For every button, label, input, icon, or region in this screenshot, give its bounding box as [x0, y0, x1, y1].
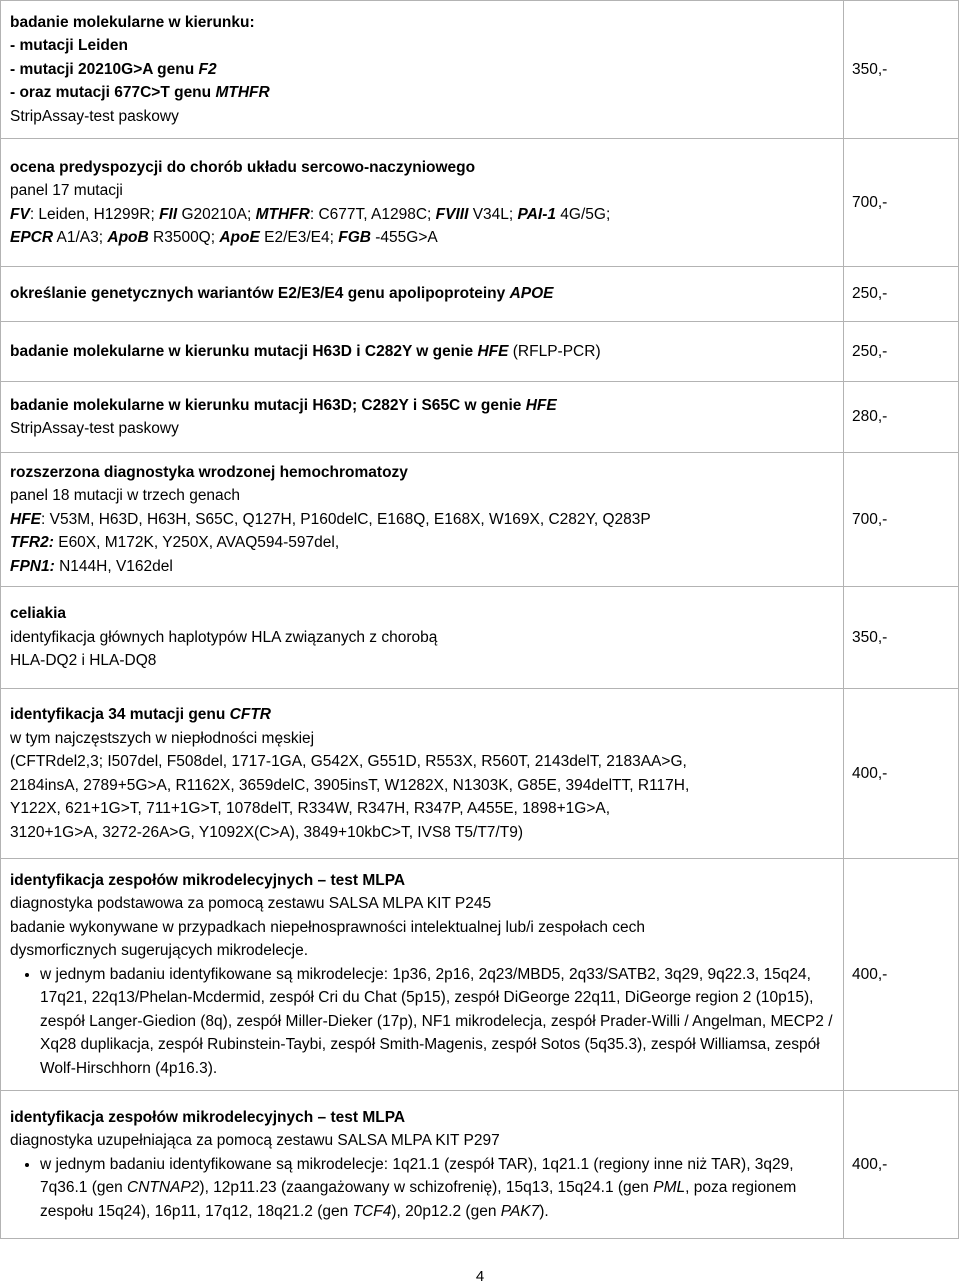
table-row — [1, 859, 959, 1091]
test-description: rozszerzona diagnostyka wrodzonej hemochromatozy panel 18 mutacji w trzech genach HFE: V53M, H63D, H63H, S65C, Q127H, P160delC, E168Q, E168X, W169X, C282Y, Q283P TFR2: E60X, M172K, Y250X, AVAQ594-597del, FPN1: N144H, V162del — [1, 453, 844, 587]
test-price: 350,- — [844, 587, 959, 689]
test-description: badanie molekularne w kierunku: - mutacji Leiden - mutacji 20210G>A genu F2 - oraz mutacji 677C>T genu MTHFR StripAssay-test paskowy — [1, 1, 844, 139]
table-row — [1, 587, 959, 689]
table-row — [1, 322, 959, 382]
bullet-list — [10, 963, 835, 1081]
test-price: 400,- — [844, 1091, 959, 1239]
test-description: identyfikacja 34 mutacji genu CFTR w tym najczęstszych w niepłodności męskiej (CFTRdel2,3; I507del, F508del, 1717-1GA, G542X, G551D, R553X, R560T, 2143delT, 2183AA>G, 2184insA, 2789+5G>A, R1162X, 3659delC, 3905insT, W1282X, N1303K, G85E, 394delTT, R117H, Y122X, 621+1G>T, 711+1G>T, 1078delT, R334W, R347H, R347P, A455E, 1898+1G>A, 3120+1G>A, 3272-26A>G, Y1092X(C>A), 3849+10kbC>T, IVS8 T5/T7/T9) — [1, 689, 844, 859]
test-description: badanie molekularne w kierunku mutacji H63D; C282Y i S65C w genie HFE StripAssay-test paskowy — [1, 382, 844, 453]
table-row — [1, 267, 959, 322]
test-description: celiakia identyfikacja głównych haplotypów HLA związanych z chorobą HLA-DQ2 i HLA-DQ8 — [1, 587, 844, 689]
test-price: 250,- — [844, 322, 959, 382]
test-price: 700,- — [844, 453, 959, 587]
table-row — [1, 453, 959, 587]
test-description: identyfikacja zespołów mikrodelecyjnych – test MLPA diagnostyka uzupełniająca za pomocą zestawu SALSA MLPA KIT P297 • w jednym badaniu identyfikowane są mikrodelecje: 1q21.1 (zespół TAR), 1q21.1 (regiony inne niż TAR), 3q29, 7q36.1 (gen CNTNAP2), 12p11.23 (zaangażowany w schizofrenię), 15q13, 15q24.1 (gen PML, poza regionem zespołu 15q24), 16p11, 17q12, 18q21.2 (gen TCF4), 20p12.2 (gen PAK7). — [1, 1091, 844, 1239]
test-price: 700,- — [844, 139, 959, 267]
test-description: identyfikacja zespołów mikrodelecyjnych – test MLPA diagnostyka podstawowa za pomocą zestawu SALSA MLPA KIT P245 badanie wykonywane w przypadkach niepełnosprawności intelektualnej lub/i zespołach cech dysmorficznych sugerujących mikrodelecje. • w jednym badaniu identyfikowane są mikrodelecje: 1p36, 2p16, 2q23/MBD5, 2q33/SATB2, 3q29, 9q22.3, 15q24, 17q21, 22q13/Phelan-Mcdermid, zespół Cri du Chat (5p15), zespół DiGeorge 22q11, DiGeorge region 2 (10p15), zespół Langer-Giedion (8q), zespół Miller-Dieker (17p), NF1 mikrodelecja, zespół Prader-Willi / Angelman, MECP2 / Xq28 duplikacja, zespół Rubinstein-Taybi, zespół Smith-Magenis, zespół Sotos (5q35.3), zespół Williamsa, zespół Wolf-Hirschhorn (4p16.3). — [1, 859, 844, 1091]
page-number: 4 — [475, 1268, 485, 1285]
test-price: 350,- — [844, 1, 959, 139]
bullet-list — [10, 1153, 835, 1224]
table-row — [1, 382, 959, 453]
test-price: 250,- — [844, 267, 959, 322]
test-description: określanie genetycznych wariantów E2/E3/E4 genu apolipoproteiny APOE — [1, 267, 844, 322]
test-price: 400,- — [844, 859, 959, 1091]
test-price: 280,- — [844, 382, 959, 453]
test-description: badanie molekularne w kierunku mutacji H63D i C282Y w genie HFE (RFLP-PCR) — [1, 322, 844, 382]
list-item: • w jednym badaniu identyfikowane są mikrodelecje: 1p36, 2p16, 2q23/MBD5, 2q33/SATB2, 3q29, 9q22.3, 15q24, 17q21, 22q13/Phelan-Mcdermid, zespół Cri du Chat (5p15), zespół DiGeorge 22q11, DiGeorge region 2 (10p15), zespół Langer-Giedion (8q), zespół Miller-Dieker (17p), NF1 mikrodelecja, zespół Prader-Willi / Angelman, MECP2 / Xq28 duplikacja, zespół Rubinstein-Taybi, zespół Smith-Magenis, zespół Sotos (5q35.3), zespół Williamsa, zespół Wolf-Hirschhorn (4p16.3). — [40, 963, 835, 1081]
list-item: • w jednym badaniu identyfikowane są mikrodelecje: 1q21.1 (zespół TAR), 1q21.1 (regiony inne niż TAR), 3q29, 7q36.1 (gen CNTNAP2), 12p11.23 (zaangażowany w schizofrenię), 15q13, 15q24.1 (gen PML, poza regionem zespołu 15q24), 16p11, 17q12, 18q21.2 (gen TCF4), 20p12.2 (gen PAK7). — [40, 1153, 835, 1224]
table-row — [1, 689, 959, 859]
table-row — [1, 1091, 959, 1239]
test-price: 400,- — [844, 689, 959, 859]
table-row — [1, 1, 959, 139]
test-description: ocena predyspozycji do chorób układu sercowo-naczyniowego panel 17 mutacji FV: Leiden, H1299R; FII G20210A; MTHFR: C677T, A1298C; FVIII V34L; PAI-1 4G/5G; EPCR A1/A3; ApoB R3500Q; ApoE E2/E3/E4; FGB -455G>A — [1, 139, 844, 267]
table-row — [1, 139, 959, 267]
